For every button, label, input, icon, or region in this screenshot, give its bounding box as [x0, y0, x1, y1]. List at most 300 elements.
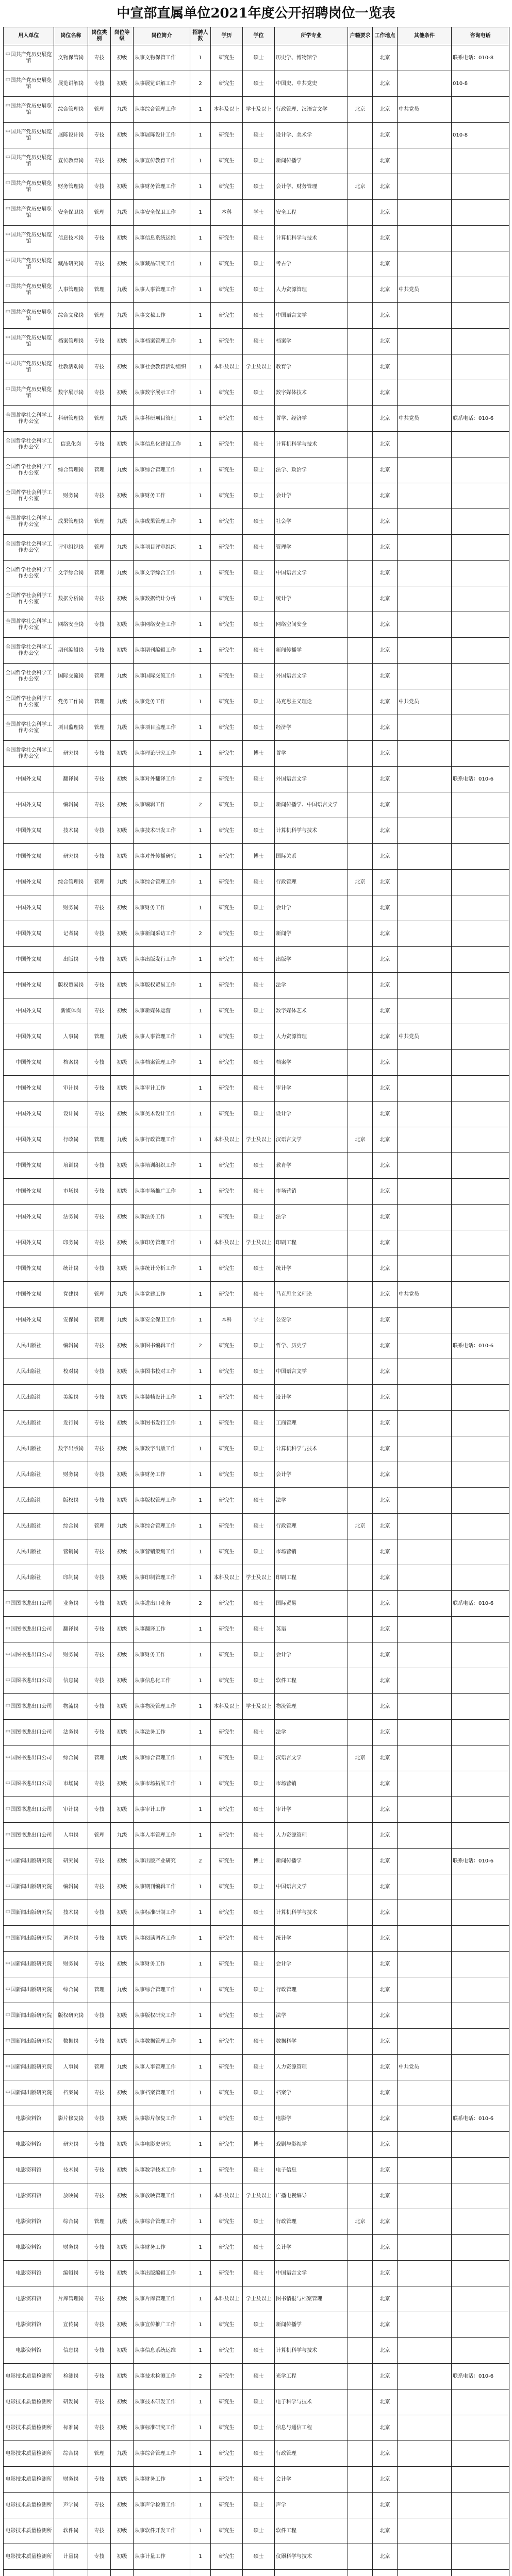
- table-cell: [348, 1462, 373, 1488]
- table-cell: 中国新闻出版研究院: [4, 2003, 54, 2029]
- table-cell: 联系电话：010-6: [452, 2106, 509, 2132]
- table-cell: 九级: [111, 303, 134, 329]
- table-cell: 党建岗: [54, 1282, 88, 1308]
- table-cell: 研究生: [211, 251, 243, 277]
- table-cell: [348, 792, 373, 818]
- table-cell: 行政管理: [275, 1514, 348, 1539]
- table-cell: 研究生: [211, 1874, 243, 1900]
- table-cell: 中国图书进出口公司: [4, 1720, 54, 1745]
- table-cell: 北京: [348, 1514, 373, 1539]
- table-cell: [398, 2209, 452, 2235]
- table-cell: [452, 2209, 509, 2235]
- table-cell: 硕士: [243, 2364, 275, 2389]
- table-cell: 人力资源管理: [275, 1823, 348, 1849]
- table-cell: 北京: [373, 1745, 398, 1771]
- table-header-row: [4, 27, 509, 45]
- table-cell: 全国哲学社会科学工作办公室: [4, 457, 54, 483]
- table-row: [4, 354, 509, 380]
- table-cell: 北京: [373, 1849, 398, 1874]
- table-row: [4, 2055, 509, 2080]
- column-header: 学历: [211, 27, 243, 45]
- table-cell: 北京: [373, 2132, 398, 2158]
- table-cell: 北京: [373, 612, 398, 638]
- table-cell: 专技: [88, 2158, 111, 2183]
- table-cell: [452, 1565, 509, 1591]
- table-cell: [398, 1926, 452, 1952]
- table-cell: [452, 1282, 509, 1308]
- table-cell: 本科及以上: [211, 1230, 243, 1256]
- table-cell: [348, 1308, 373, 1333]
- table-cell: 北京: [373, 947, 398, 973]
- table-cell: 北京: [373, 2312, 398, 2338]
- table-cell: 中国史、中共党史: [275, 71, 348, 97]
- table-cell: 1: [190, 406, 211, 432]
- table-cell: [348, 2338, 373, 2364]
- table-cell: [398, 329, 452, 354]
- table-cell: 统计岗: [54, 1256, 88, 1282]
- table-cell: 评审组织岗: [54, 535, 88, 561]
- table-cell: 北京: [373, 123, 398, 148]
- table-cell: [398, 2518, 452, 2544]
- table-cell: 美编岗: [54, 1385, 88, 1411]
- table-cell: [134, 2570, 190, 2576]
- table-cell: 硕士: [243, 715, 275, 741]
- table-cell: 管理: [88, 277, 111, 303]
- table-cell: 北京: [373, 1359, 398, 1385]
- table-row: [4, 1205, 509, 1230]
- table-cell: 北京: [373, 973, 398, 998]
- table-cell: 初级: [111, 1797, 134, 1823]
- table-row: [4, 2364, 509, 2389]
- table-cell: 人民出版社: [4, 1514, 54, 1539]
- table-cell: 北京: [373, 2080, 398, 2106]
- table-cell: [348, 1050, 373, 1076]
- table-cell: 从事标准研究工作: [134, 2415, 190, 2441]
- table-cell: 专技: [88, 2415, 111, 2441]
- table-row: [4, 947, 509, 973]
- table-cell: [398, 2003, 452, 2029]
- table-cell: 信息与通信工程: [275, 2415, 348, 2441]
- table-cell: 1: [190, 1205, 211, 1230]
- table-row: [4, 277, 509, 303]
- table-cell: [398, 380, 452, 406]
- table-cell: 北京: [373, 483, 398, 509]
- table-cell: 软件工程: [275, 1668, 348, 1694]
- table-cell: 管理: [88, 406, 111, 432]
- table-cell: 法学: [275, 1488, 348, 1514]
- table-row: [4, 2467, 509, 2493]
- table-cell: 从事综合管理工作: [134, 1745, 190, 1771]
- table-cell: [398, 1153, 452, 1179]
- table-cell: [348, 2493, 373, 2518]
- table-cell: 从事市场推广工作: [134, 1179, 190, 1205]
- table-cell: 研究生: [211, 947, 243, 973]
- table-cell: 中国共产党历史展览馆: [4, 148, 54, 174]
- table-cell: 1: [190, 2544, 211, 2570]
- table-cell: 北京: [373, 45, 398, 71]
- table-cell: [88, 2570, 111, 2576]
- table-row: [4, 2389, 509, 2415]
- table-cell: 1: [190, 2183, 211, 2209]
- table-cell: [348, 1282, 373, 1308]
- table-cell: 专技: [88, 612, 111, 638]
- table-cell: 从事藏品研究工作: [134, 251, 190, 277]
- table-cell: 研究生: [211, 638, 243, 664]
- table-row: [4, 561, 509, 586]
- table-cell: [452, 2132, 509, 2158]
- table-cell: 行政岗: [54, 1127, 88, 1153]
- table-cell: 新闻传播学: [275, 1849, 348, 1874]
- table-cell: 研究生: [211, 1024, 243, 1050]
- table-cell: 综合管理岗: [54, 97, 88, 123]
- table-cell: 从事档案管理工作: [134, 2080, 190, 2106]
- table-cell: 北京: [373, 2183, 398, 2209]
- table-cell: [398, 1179, 452, 1205]
- table-cell: 北京: [373, 509, 398, 535]
- table-cell: 硕士: [243, 45, 275, 71]
- table-cell: 1: [190, 1745, 211, 1771]
- table-cell: 硕士: [243, 767, 275, 792]
- table-cell: 综合岗: [54, 1977, 88, 2003]
- table-cell: 从事图书发行工作: [134, 1411, 190, 1436]
- table-cell: 北京: [373, 354, 398, 380]
- table-cell: 专技: [88, 354, 111, 380]
- table-cell: [452, 2183, 509, 2209]
- table-cell: 初级: [111, 174, 134, 200]
- table-cell: [398, 2364, 452, 2389]
- table-cell: [348, 818, 373, 844]
- table-cell: [348, 2441, 373, 2467]
- table-cell: 从事审计工作: [134, 1797, 190, 1823]
- table-row: [4, 2158, 509, 2183]
- table-cell: 会计学、财务管理: [275, 174, 348, 200]
- table-cell: 研究生: [211, 2312, 243, 2338]
- table-cell: 管理: [88, 1308, 111, 1333]
- table-cell: 综合管理岗: [54, 870, 88, 895]
- table-cell: 硕士: [243, 2029, 275, 2055]
- table-cell: 管理: [88, 303, 111, 329]
- table-cell: [348, 535, 373, 561]
- table-cell: 硕士: [243, 123, 275, 148]
- table-cell: 人民出版社: [4, 1565, 54, 1591]
- table-cell: 人事岗: [54, 1823, 88, 1849]
- table-cell: 发行岗: [54, 1411, 88, 1436]
- table-cell: [54, 2570, 88, 2576]
- table-cell: 硕士: [243, 535, 275, 561]
- page-title: 中宣部直属单位2021年度公开招聘岗位一览表: [117, 6, 395, 21]
- table-cell: 全国哲学社会科学工作办公室: [4, 406, 54, 432]
- table-row: [4, 1050, 509, 1076]
- table-cell: [398, 2415, 452, 2441]
- table-row: [4, 1745, 509, 1771]
- table-cell: 全国哲学社会科学工作办公室: [4, 741, 54, 767]
- table-cell: 统计学: [275, 1256, 348, 1282]
- table-cell: 中国外文局: [4, 792, 54, 818]
- table-cell: 研究生: [211, 586, 243, 612]
- table-cell: 北京: [373, 921, 398, 947]
- table-cell: 法学: [275, 973, 348, 998]
- table-cell: 硕士: [243, 2055, 275, 2080]
- table-row: [4, 2183, 509, 2209]
- table-cell: 硕士: [243, 1952, 275, 1977]
- table-cell: 硕士: [243, 1179, 275, 1205]
- table-cell: [452, 2029, 509, 2055]
- table-cell: [398, 2493, 452, 2518]
- table-cell: 展览讲解岗: [54, 71, 88, 97]
- table-cell: 硕士: [243, 586, 275, 612]
- table-cell: 北京: [373, 844, 398, 870]
- table-cell: 北京: [373, 1205, 398, 1230]
- table-cell: 人事管理岗: [54, 277, 88, 303]
- table-cell: 电影技术质量检测所: [4, 2467, 54, 2493]
- table-cell: 2: [190, 1849, 211, 1874]
- table-cell: 研究生: [211, 1333, 243, 1359]
- table-cell: [348, 457, 373, 483]
- table-cell: 从事档案管理工作: [134, 1050, 190, 1076]
- table-row: [4, 1101, 509, 1127]
- table-row: [4, 1977, 509, 2003]
- table-cell: 硕士: [243, 1977, 275, 2003]
- table-cell: [348, 380, 373, 406]
- table-cell: 法务岗: [54, 1720, 88, 1745]
- table-cell: 专技: [88, 1359, 111, 1385]
- table-cell: 研究生: [211, 2364, 243, 2389]
- table-cell: 1: [190, 2132, 211, 2158]
- table-cell: [452, 509, 509, 535]
- table-cell: 全国哲学社会科学工作办公室: [4, 586, 54, 612]
- table-cell: 综合岗: [54, 1745, 88, 1771]
- table-cell: 电影资料馆: [4, 2235, 54, 2261]
- table-cell: 研究生: [211, 1926, 243, 1952]
- table-cell: 1: [190, 586, 211, 612]
- table-cell: 考古学: [275, 251, 348, 277]
- table-cell: 期刊编辑岗: [54, 638, 88, 664]
- table-cell: 1: [190, 1771, 211, 1797]
- table-cell: [398, 1823, 452, 1849]
- table-cell: [348, 2261, 373, 2286]
- table-cell: 中国共产党历史展览馆: [4, 123, 54, 148]
- table-cell: 从事图书校对工作: [134, 1359, 190, 1385]
- table-cell: [398, 2029, 452, 2055]
- table-cell: 北京: [373, 818, 398, 844]
- table-cell: 研究生: [211, 2389, 243, 2415]
- table-cell: 北京: [373, 2106, 398, 2132]
- table-row: [4, 895, 509, 921]
- table-cell: [452, 2441, 509, 2467]
- table-cell: 中国图书进出口公司: [4, 1797, 54, 1823]
- table-cell: 初级: [111, 2389, 134, 2415]
- table-cell: 人力资源管理: [275, 1024, 348, 1050]
- table-cell: [452, 1539, 509, 1565]
- table-row: [4, 2080, 509, 2106]
- table-cell: 1: [190, 2055, 211, 2080]
- table-cell: 中国外文局: [4, 870, 54, 895]
- table-cell: 行政管理: [275, 2209, 348, 2235]
- table-row: [4, 1127, 509, 1153]
- table-cell: 初级: [111, 1359, 134, 1385]
- table-row: [4, 1359, 509, 1385]
- table-cell: 中国外文局: [4, 973, 54, 998]
- table-cell: 设计学: [275, 1385, 348, 1411]
- table-cell: 研究生: [211, 973, 243, 998]
- table-cell: 英语: [275, 1617, 348, 1642]
- table-cell: 北京: [373, 1436, 398, 1462]
- table-cell: [452, 251, 509, 277]
- table-cell: 专技: [88, 174, 111, 200]
- table-cell: [348, 1874, 373, 1900]
- table-cell: [348, 2235, 373, 2261]
- table-cell: 研究生: [211, 1849, 243, 1874]
- table-cell: 研究生: [211, 818, 243, 844]
- table-cell: 专技: [88, 741, 111, 767]
- table-cell: 数字媒体艺术: [275, 998, 348, 1024]
- table-cell: 历史学、博物馆学: [275, 45, 348, 71]
- table-cell: [398, 1385, 452, 1411]
- table-cell: 硕士: [243, 1462, 275, 1488]
- table-cell: 北京: [373, 792, 398, 818]
- table-cell: [398, 2467, 452, 2493]
- table-cell: 北京: [373, 1642, 398, 1668]
- table-cell: [398, 354, 452, 380]
- table-cell: 专技: [88, 2544, 111, 2570]
- table-cell: [452, 1024, 509, 1050]
- table-cell: 专技: [88, 792, 111, 818]
- recruitment-table: [3, 27, 509, 2576]
- table-cell: 初级: [111, 2029, 134, 2055]
- table-cell: [348, 226, 373, 251]
- table-cell: [348, 1359, 373, 1385]
- table-cell: 从事文物保管工作: [134, 45, 190, 71]
- table-cell: 从事财务工作: [134, 1952, 190, 1977]
- table-cell: 专技: [88, 2389, 111, 2415]
- table-cell: 管理: [88, 2441, 111, 2467]
- table-cell: 初级: [111, 586, 134, 612]
- table-cell: 新闻学: [275, 921, 348, 947]
- table-cell: 1: [190, 509, 211, 535]
- table-cell: [398, 561, 452, 586]
- table-row: [4, 1333, 509, 1359]
- table-cell: 北京: [373, 380, 398, 406]
- table-cell: 硕士: [243, 483, 275, 509]
- table-cell: 研究生: [211, 895, 243, 921]
- table-cell: 硕士: [243, 148, 275, 174]
- table-cell: [348, 1977, 373, 2003]
- table-cell: 硕士: [243, 1024, 275, 1050]
- table-cell: 从事放映管理工作: [134, 2183, 190, 2209]
- table-cell: 学士及以上: [243, 2286, 275, 2312]
- table-cell: 从事版权管理工作: [134, 1488, 190, 1514]
- table-cell: [348, 1411, 373, 1436]
- table-cell: 硕士: [243, 1514, 275, 1539]
- table-cell: 北京: [373, 1720, 398, 1745]
- table-cell: 中国图书进出口公司: [4, 1617, 54, 1642]
- table-row: [4, 2235, 509, 2261]
- table-cell: 专技: [88, 251, 111, 277]
- table-row: [4, 973, 509, 998]
- table-cell: 研究生: [211, 226, 243, 251]
- table-cell: 电子科学与技术: [275, 2389, 348, 2415]
- table-cell: [348, 2364, 373, 2389]
- table-cell: 硕士: [243, 818, 275, 844]
- table-cell: 初级: [111, 767, 134, 792]
- table-cell: 研究生: [211, 664, 243, 689]
- table-cell: 北京: [373, 767, 398, 792]
- table-cell: 从事行政管理工作: [134, 1127, 190, 1153]
- table-row: [4, 1488, 509, 1514]
- table-cell: 信息岗: [54, 2338, 88, 2364]
- table-cell: 从事印务管理工作: [134, 1230, 190, 1256]
- table-cell: 九级: [111, 1024, 134, 1050]
- table-cell: 九级: [111, 561, 134, 586]
- table-cell: 硕士: [243, 2415, 275, 2441]
- table-cell: [348, 844, 373, 870]
- table-cell: 从事培训组织工作: [134, 1153, 190, 1179]
- table-cell: 管理: [88, 561, 111, 586]
- table-cell: 研究生: [211, 1668, 243, 1694]
- table-cell: 从事技术研发工作: [134, 2389, 190, 2415]
- table-cell: [348, 2467, 373, 2493]
- table-cell: 从事技术研发工作: [134, 818, 190, 844]
- table-cell: [452, 1359, 509, 1385]
- table-cell: 中国外文局: [4, 844, 54, 870]
- table-cell: 从事成果管理工作: [134, 509, 190, 535]
- table-cell: 人民出版社: [4, 1488, 54, 1514]
- table-cell: 全国哲学社会科学工作办公室: [4, 432, 54, 457]
- table-cell: [348, 2570, 373, 2576]
- table-cell: 哲学: [275, 741, 348, 767]
- table-cell: 初级: [111, 1849, 134, 1874]
- table-cell: [275, 2570, 348, 2576]
- table-cell: 北京: [373, 2029, 398, 2055]
- table-cell: 硕士: [243, 1488, 275, 1514]
- table-cell: 九级: [111, 509, 134, 535]
- table-row: [4, 1385, 509, 1411]
- table-cell: 北京: [373, 97, 398, 123]
- table-cell: 硕士: [243, 1282, 275, 1308]
- table-cell: 调查岗: [54, 1926, 88, 1952]
- table-cell: [452, 1926, 509, 1952]
- table-cell: 中国共产党历史展览馆: [4, 97, 54, 123]
- table-cell: 从事印制管理工作: [134, 1565, 190, 1591]
- table-cell: [452, 354, 509, 380]
- table-cell: 初级: [111, 2235, 134, 2261]
- table-cell: [348, 2080, 373, 2106]
- table-cell: [452, 2493, 509, 2518]
- table-cell: 初级: [111, 483, 134, 509]
- table-cell: 安保岗: [54, 1308, 88, 1333]
- table-cell: [348, 123, 373, 148]
- column-header: 工作地点: [373, 27, 398, 45]
- table-cell: [398, 2338, 452, 2364]
- table-row: [4, 1926, 509, 1952]
- table-cell: 检测岗: [54, 2364, 88, 2389]
- table-cell: 中国外文局: [4, 921, 54, 947]
- table-cell: 初级: [111, 998, 134, 1024]
- table-cell: 全国哲学社会科学工作办公室: [4, 664, 54, 689]
- table-cell: 研究生: [211, 2441, 243, 2467]
- table-cell: [398, 535, 452, 561]
- table-cell: 1: [190, 303, 211, 329]
- table-row: [4, 844, 509, 870]
- table-cell: 管理: [88, 1745, 111, 1771]
- table-cell: 硕士: [243, 226, 275, 251]
- table-row: [4, 2544, 509, 2570]
- table-cell: [398, 973, 452, 998]
- table-cell: 北京: [373, 1488, 398, 1514]
- table-cell: 从事档案管理工作: [134, 329, 190, 354]
- table-row: [4, 998, 509, 1024]
- table-cell: 硕士: [243, 1668, 275, 1694]
